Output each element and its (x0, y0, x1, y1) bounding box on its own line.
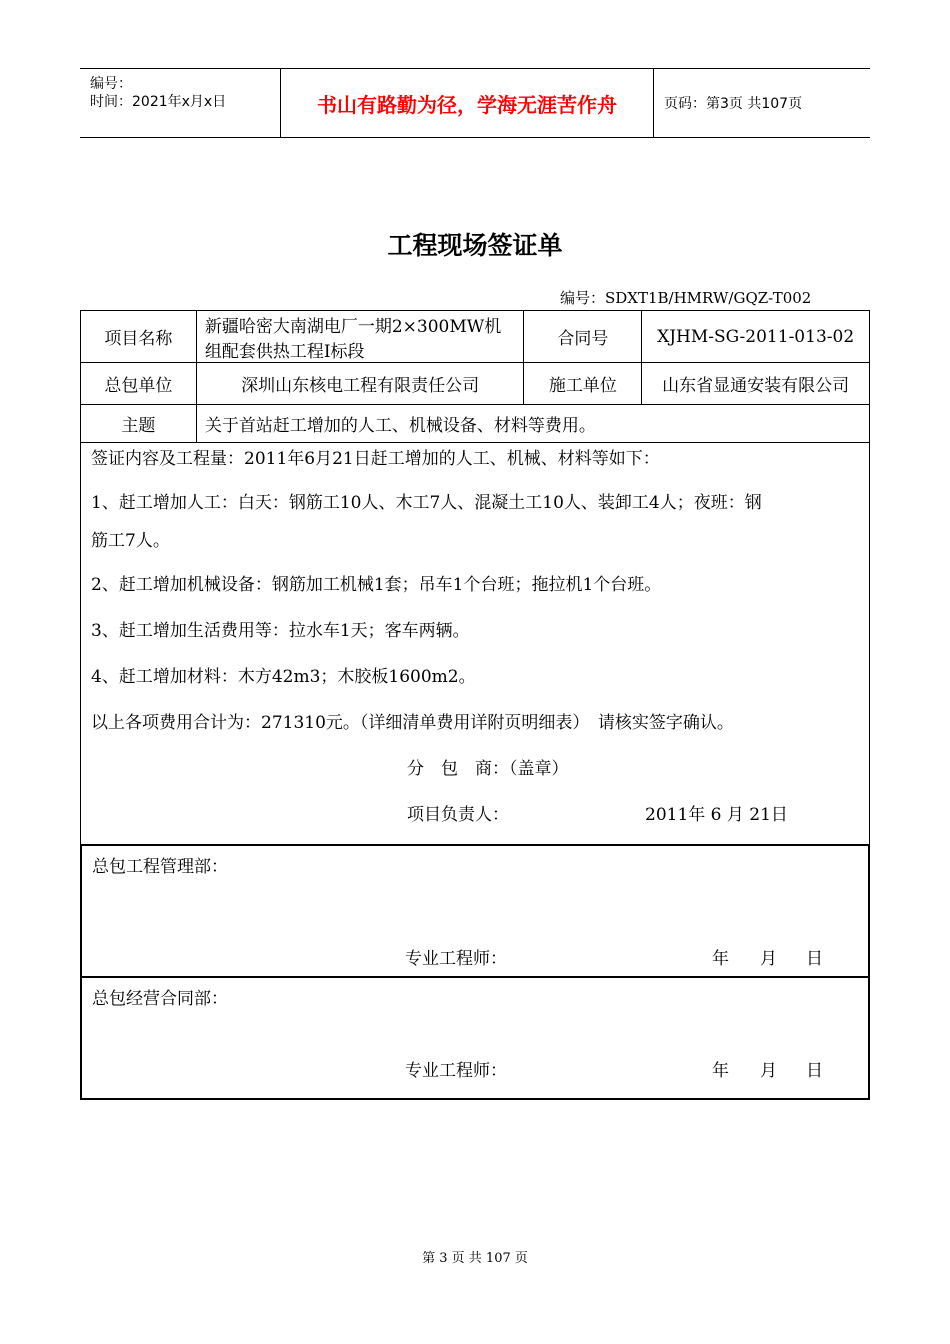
content-item1-line2: 筋工7人。 (91, 531, 170, 551)
number-label: 编号： (90, 76, 132, 92)
table-row (81, 311, 870, 363)
project-leader-label: 项目负责人： (407, 805, 509, 825)
content-item4: 4、赶工增加材料：木方42m3；木胶板1600m2。 (91, 667, 476, 687)
content-intro: 签证内容及工程量：2011年6月21日赶工增加的人工、机械、材料等如下： (91, 449, 660, 469)
subject-value: 关于首站赶工增加的人工、机械设备、材料等费用。 (196, 405, 869, 443)
page-info: 页码：第3页 共107页 (664, 96, 803, 112)
contract-label: 合同号 (524, 311, 642, 363)
motto-text: 书山有路勤为径，学海无涯苦作舟 (281, 69, 654, 137)
visa-content (80, 442, 870, 844)
day-label: 日 (806, 949, 823, 969)
content-item3: 3、赶工增加生活费用等：拉水车1天；客车两辆。 (91, 621, 470, 641)
document-number: 编号：SDXT1B/HMRW/GQZ-T002 (560, 289, 812, 307)
table-row (81, 405, 870, 443)
general-contractor-value: 深圳山东核电工程有限责任公司 (196, 363, 524, 405)
year-label: 年 (712, 949, 729, 969)
general-contractor-label: 总包单位 (81, 363, 197, 405)
content-total: 以上各项费用合计为：271310元。（详细清单费用详附页明细表） 请核实签字确认。 (91, 713, 734, 733)
project-name-line1: 新疆哈密大南湖电厂一期2×300MW机 (204, 316, 502, 337)
subject-label: 主题 (81, 405, 197, 443)
engineer-label: 专业工程师： (405, 949, 507, 969)
content-item2: 2、赶工增加机械设备：钢筋加工机械1套；吊车1个台班；拖拉机1个台班。 (91, 575, 662, 595)
content-item1-line1: 1、赶工增加人工：白天：钢筋工10人、木工7人、混凝土工10人、装卸工4人；夜班：钢 (91, 493, 762, 513)
header-meta-cell (80, 69, 281, 137)
year-label: 年 (712, 1061, 729, 1081)
engineer-label: 专业工程师： (405, 1061, 507, 1081)
construction-unit-label: 施工单位 (524, 363, 642, 405)
sign-date: 2011年 6 月 21日 (645, 805, 788, 825)
time-label: 时间：2021年x月x日 (90, 94, 227, 110)
contract-section (80, 976, 870, 1100)
project-name-label: 项目名称 (81, 311, 197, 363)
table-row (81, 363, 870, 405)
page-header (80, 68, 870, 138)
month-label: 月 (760, 1061, 777, 1081)
section-title: 总包经营合同部： (92, 989, 228, 1009)
section-title: 总包工程管理部： (92, 857, 228, 877)
month-label: 月 (760, 949, 777, 969)
day-label: 日 (806, 1061, 823, 1081)
management-section (80, 844, 870, 978)
subcontractor-seal: 分 包 商：（盖章） (407, 759, 569, 779)
contract-value: XJHM-SG-2011-013-02 (642, 311, 870, 363)
document-title: 工程现场签证单 (387, 231, 563, 260)
project-name-value (196, 311, 524, 363)
project-name-line2: 组配套供热工程Ⅰ标段 (204, 341, 365, 362)
page-footer: 第 3 页 共 107 页 (422, 1251, 528, 1266)
construction-unit-value: 山东省显通安装有限公司 (642, 363, 870, 405)
info-table (80, 310, 870, 443)
